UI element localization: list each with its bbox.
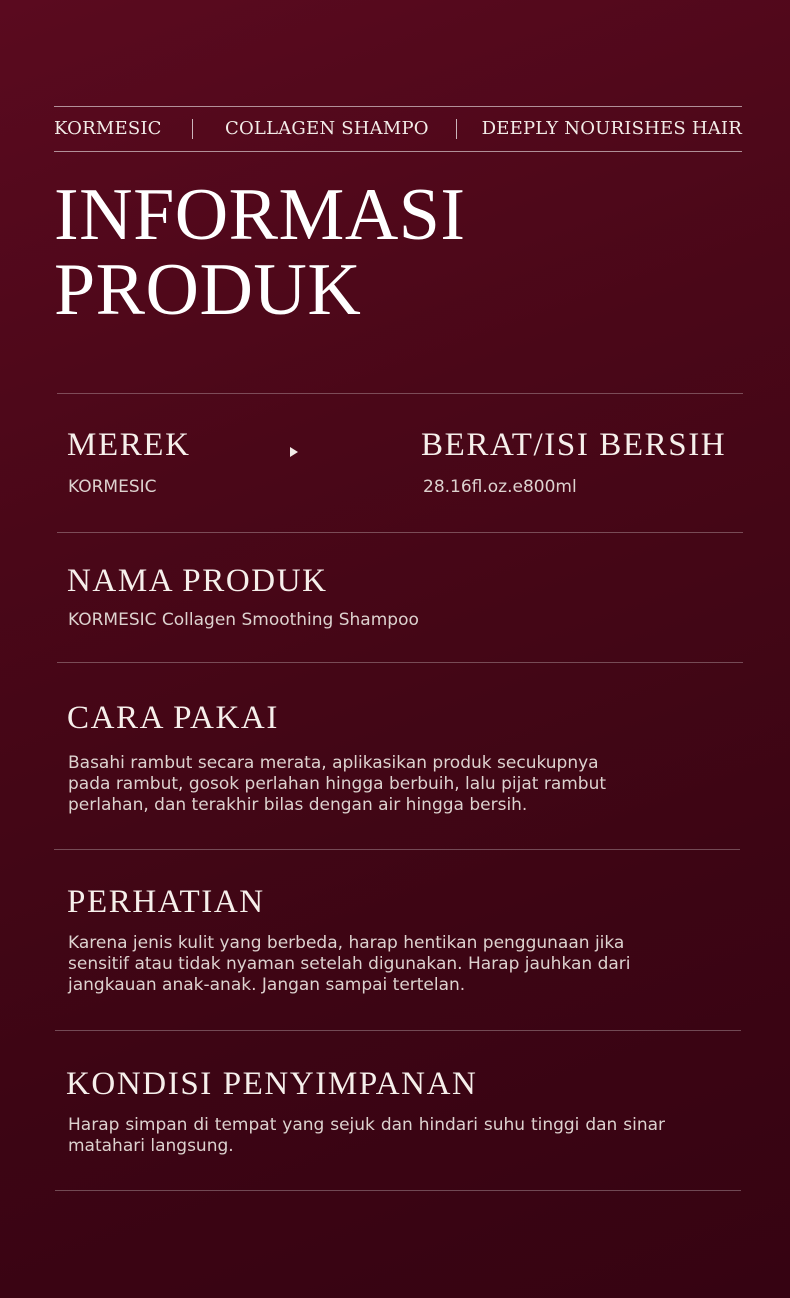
divider (54, 849, 740, 850)
product-name-value: KORMESIC Collagen Smoothing Shampoo (68, 610, 419, 630)
play-triangle-icon (290, 447, 298, 457)
storage-text: Harap simpan di tempat yang sejuk dan hindari suhu tinggi dan sinar matahari langsung. (68, 1115, 665, 1156)
page-title-line-1: INFORMASI (54, 174, 466, 256)
header-separator (456, 119, 457, 139)
divider (55, 1030, 741, 1031)
header-band (54, 106, 742, 152)
usage-heading: CARA PAKAI (67, 700, 279, 736)
page-title-line-2: PRODUK (54, 249, 362, 331)
header-brand: KORMESIC (54, 118, 162, 139)
header-tagline: DEEPLY NOURISHES HAIR (481, 118, 742, 139)
divider (57, 662, 743, 663)
usage-text: Basahi rambut secara merata, aplikasikan produk secukupnya pada rambut, gosok perlahan hingga berbuih, lalu pijat rambut perlahan, dan terakhir bilas dengan air hingga bersih. (68, 753, 607, 815)
brand-value: KORMESIC (68, 477, 157, 497)
header-product-line: COLLAGEN SHAMPO (225, 118, 429, 139)
caution-heading: PERHATIAN (67, 884, 265, 920)
caution-text: Karena jenis kulit yang berbeda, harap hentikan penggunaan jika sensitif atau tidak nyaman setelah digunakan. Harap jauhkan dari jangkauan anak-anak. Jangan sampai tertelan. (68, 933, 631, 995)
divider (57, 393, 743, 394)
divider (57, 532, 743, 533)
page-title (54, 174, 466, 331)
weight-value: 28.16fl.oz.e800ml (423, 477, 577, 497)
weight-heading: BERAT/ISI BERSIH (421, 427, 727, 463)
divider (55, 1190, 741, 1191)
brand-heading: MEREK (67, 427, 191, 463)
storage-heading: KONDISI PENYIMPANAN (66, 1066, 478, 1102)
product-name-heading: NAMA PRODUK (67, 563, 328, 599)
header-separator (192, 119, 193, 139)
